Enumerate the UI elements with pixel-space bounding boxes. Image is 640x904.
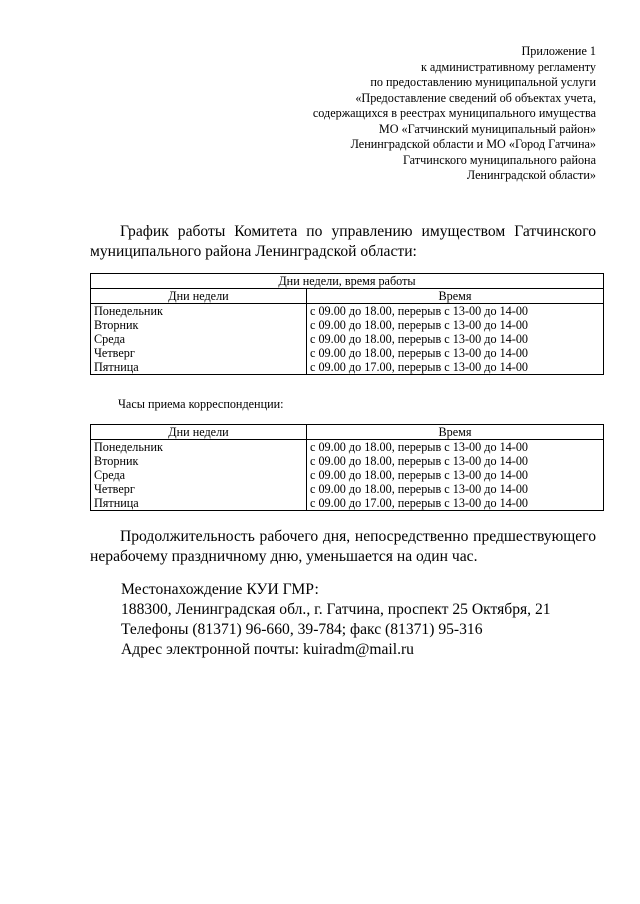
table-caption: Дни недели, время работы [91,274,604,289]
day-cell: Четверг [91,346,307,360]
table-row [91,482,604,496]
column-header-time: Время [307,425,604,440]
table-row [91,360,604,375]
header-line: «Предоставление сведений об объектах учета, [355,90,596,105]
table-row [91,346,604,360]
time-cell: с 09.00 до 18.00, перерыв с 13-00 до 14-00 [307,332,604,346]
table-row [91,304,604,319]
column-header-day: Дни недели [91,289,307,304]
title-line-1: График работы Комитета по управлению имуществом Гатчинского [120,223,596,240]
appendix-header [313,44,596,184]
location-email: Адрес электронной почты: kuiradm@mail.ru [121,641,414,658]
location-phones: Телефоны (81371) 96-660, 39-784; факс (81371) 95-316 [121,621,483,638]
table-row [91,332,604,346]
table-row [91,468,604,482]
title-line-2: муниципального района Ленинградской области: [90,243,417,260]
day-cell: Четверг [91,482,307,496]
time-cell: с 09.00 до 17.00, перерыв с 13-00 до 14-00 [307,360,604,375]
time-cell: с 09.00 до 18.00, перерыв с 13-00 до 14-00 [307,318,604,332]
time-cell: с 09.00 до 18.00, перерыв с 13-00 до 14-00 [307,440,604,455]
day-cell: Среда [91,468,307,482]
workday-note [90,527,596,567]
note-line-2: нерабочему праздничному дню, уменьшается на один час. [90,548,478,565]
table-row [91,318,604,332]
header-line: МО «Гатчинский муниципальный район» [378,121,596,136]
table-row [91,496,604,511]
column-header-time: Время [307,289,604,304]
time-cell: с 09.00 до 18.00, перерыв с 13-00 до 14-00 [307,482,604,496]
location-heading: Местонахождение КУИ ГМР: [121,581,319,598]
day-cell: Понедельник [91,304,307,319]
header-line: Ленинградской области и МО «Город Гатчина» [350,137,596,151]
time-cell: с 09.00 до 17.00, перерыв с 13-00 до 14-00 [307,496,604,511]
work-schedule-table [90,273,604,375]
day-cell: Вторник [91,318,307,332]
time-cell: с 09.00 до 18.00, перерыв с 13-00 до 14-00 [307,454,604,468]
column-header-day: Дни недели [91,425,307,440]
day-cell: Вторник [91,454,307,468]
correspondence-caption: Часы приема корреспонденции: [118,397,284,411]
day-cell: Пятница [91,360,307,375]
day-cell: Пятница [91,496,307,511]
header-line: Приложение 1 [521,44,596,58]
location-block [121,580,551,660]
time-cell: с 09.00 до 18.00, перерыв с 13-00 до 14-00 [307,468,604,482]
header-line: Ленинградской области» [466,168,596,182]
correspondence-table [90,424,604,511]
day-cell: Среда [91,332,307,346]
time-cell: с 09.00 до 18.00, перерыв с 13-00 до 14-00 [307,304,604,319]
header-line: к административному регламенту [420,59,596,74]
header-line: содержащихся в реестрах муниципального имущества [312,106,596,120]
time-cell: с 09.00 до 18.00, перерыв с 13-00 до 14-00 [307,346,604,360]
note-line-1: Продолжительность рабочего дня, непосредственно предшествующего [120,528,596,545]
day-cell: Понедельник [91,440,307,455]
schedule-title [90,222,596,262]
table-row [91,454,604,468]
location-address: 188300, Ленинградская обл., г. Гатчина, проспект 25 Октября, 21 [121,601,551,618]
header-line: по предоставлению муниципальной услуги [370,75,596,89]
header-line: Гатчинского муниципального района [402,152,596,167]
table-row [91,440,604,455]
